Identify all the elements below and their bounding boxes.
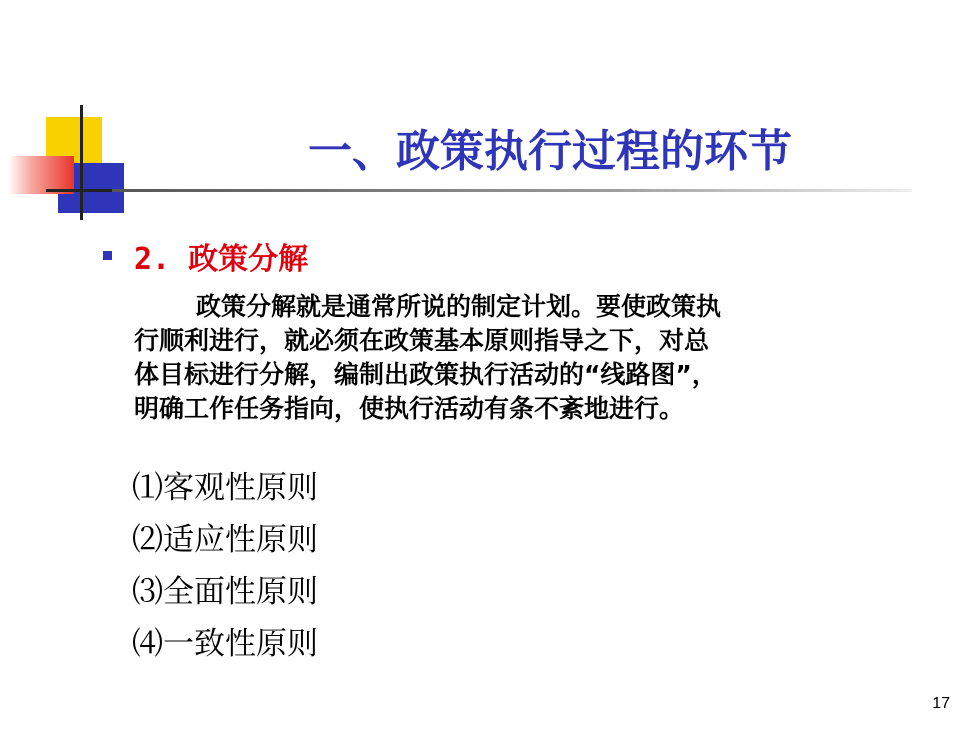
paragraph-line: 行顺利进行，就必须在政策基本原则指导之下，对总 (134, 326, 710, 355)
section-heading: 2. 政策分解 (134, 242, 309, 277)
principles-list (132, 462, 318, 670)
principle-item: ⑶全面性原则 (132, 574, 318, 610)
principle-item: ⑵适应性原则 (132, 522, 318, 558)
paragraph-line: 体目标进行分解，编制出政策执行活动的“线路图”， (134, 360, 717, 389)
decor-cross-line (46, 189, 116, 192)
principle-item: ⑴客观性原则 (132, 470, 318, 506)
slide-title: 一、政策执行过程的环节 (308, 126, 792, 177)
decor-vertical-line (80, 105, 83, 220)
page-number: 17 (932, 695, 950, 712)
body-paragraph (134, 290, 924, 426)
title-underline (112, 189, 912, 192)
bullet-square-icon (103, 251, 112, 260)
paragraph-line: 明确工作任务指向，使执行活动有条不紊地进行。 (134, 394, 685, 423)
principle-item: ⑷一致性原则 (132, 626, 318, 662)
paragraph-line: 政策分解就是通常所说的制定计划。要使政策执 (196, 292, 722, 321)
